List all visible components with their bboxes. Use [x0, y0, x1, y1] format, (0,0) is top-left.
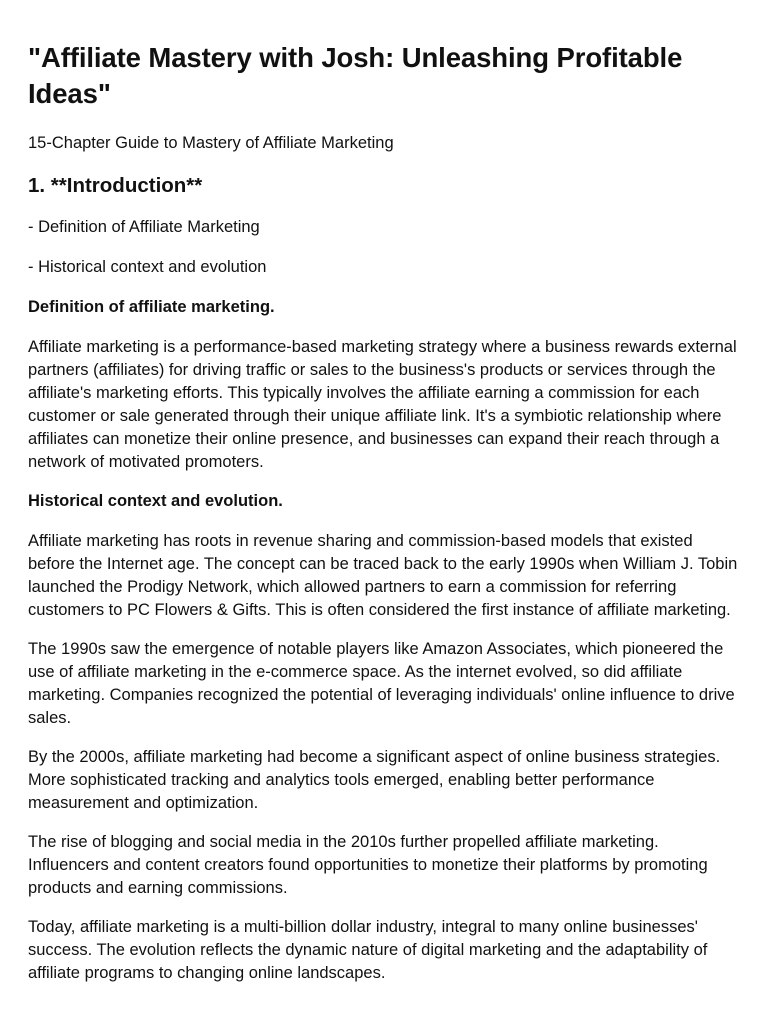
history-paragraph: Affiliate marketing has roots in revenue sharing and commission-based models that existed before the Internet age. The concept can be traced back to the early 1990s when William J. Tobin launched the Prodigy Network, which allowed partners to earn a commission for referring customers to PC Flowers & Gifts. This is often considered the first instance of affiliate marketing. [28, 532, 738, 619]
history-paragraph: The 1990s saw the emergence of notable players like Amazon Associates, which pioneered the use of affiliate marketing in the e-commerce space. As the internet evolved, so did affiliate marketing. Companies recognized the potential of leveraging individuals' online influence to drive sales. [28, 640, 735, 727]
history-heading: Historical context and evolution. [28, 492, 283, 510]
document-title: "Affiliate Mastery with Josh: Unleashing Profitable Ideas" [28, 42, 683, 109]
bullet-item: - Definition of Affiliate Marketing [28, 218, 260, 236]
history-paragraph: The rise of blogging and social media in the 2010s further propelled affiliate marketing. Influencers and content creators found opportunities to monetize their platforms by promoting products and earning commissions. [28, 833, 708, 897]
bullet-item: - Historical context and evolution [28, 258, 267, 276]
document-subtitle: 15-Chapter Guide to Mastery of Affiliate Marketing [28, 134, 394, 152]
definition-heading: Definition of affiliate marketing. [28, 298, 275, 316]
history-paragraph: Today, affiliate marketing is a multi-billion dollar industry, integral to many online businesses' success. The evolution reflects the dynamic nature of digital marketing and the adaptability of affiliate programs to changing online landscapes. [28, 918, 708, 982]
definition-paragraph: Affiliate marketing is a performance-based marketing strategy where a business rewards external partners (affiliates) for driving traffic or sales to the business's products or services through the affiliate's marketing efforts. This typically involves the affiliate earning a commission for each customer or sale generated through their unique affiliate link. It's a symbiotic relationship where affiliates can monetize their online presence, and businesses can expand their reach through a network of motivated promoters. [28, 338, 737, 471]
chapter-heading: 1. **Introduction** [28, 174, 203, 197]
history-paragraph: By the 2000s, affiliate marketing had become a significant aspect of online business strategies. More sophisticated tracking and analytics tools emerged, enabling better performance measurement and optimization. [28, 748, 721, 812]
